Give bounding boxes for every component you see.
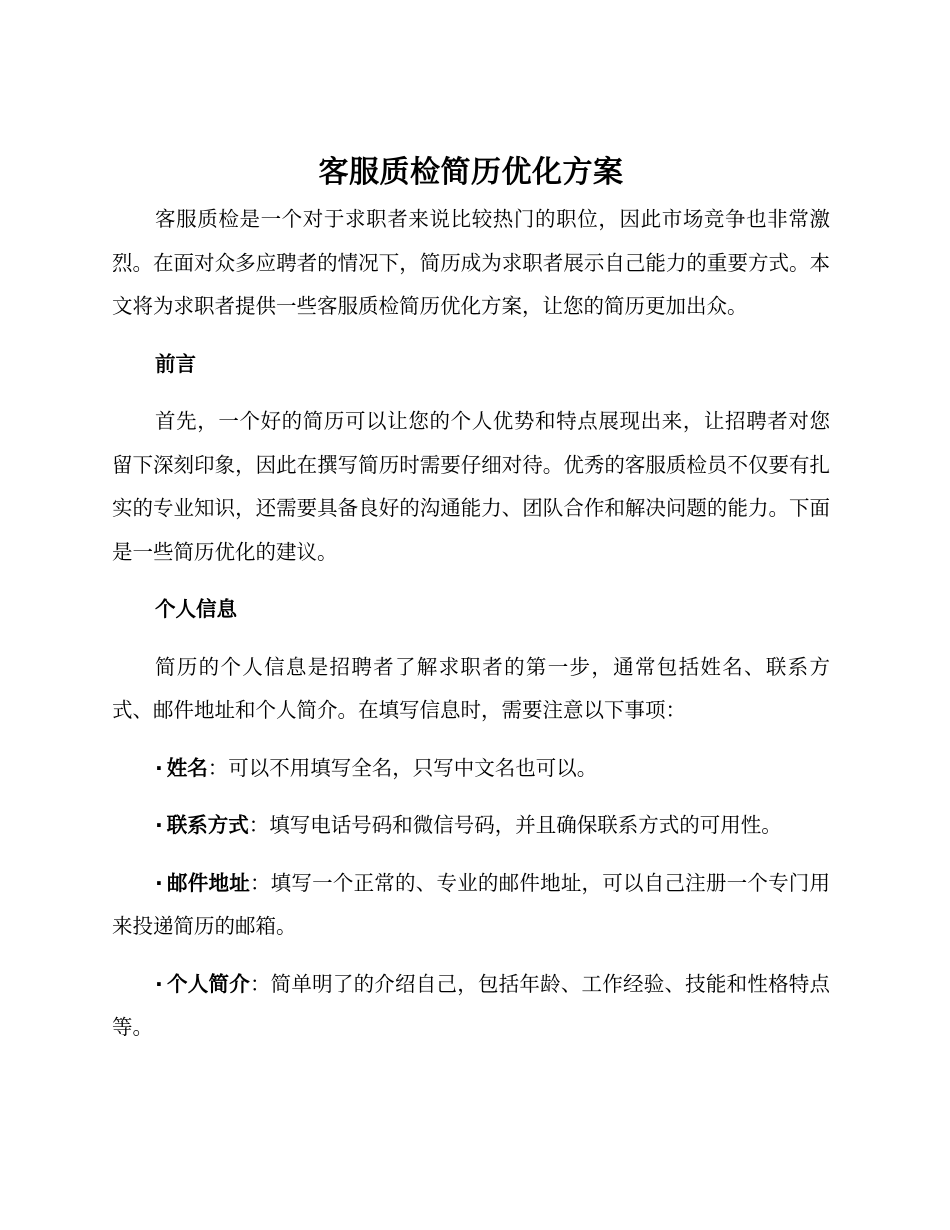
bullet-text: 填写一个正常的、专业的邮件地址，可以自己注册一个专门用来投递简历的邮箱。: [112, 870, 831, 938]
section-heading-personal-info: 个人信息: [155, 597, 237, 621]
preface-paragraph: 首先，一个好的简历可以让您的个人优势和特点展现出来，让招聘者对您留下深刻印象，因此在撰写简历时需要仔细对待。优秀的客服质检员不仅要有扎实的专业知识，还需要具备良好的沟通能力、团队合作和解决问题的能力。下面是一些简历优化的建议。: [112, 409, 830, 564]
bullet-dot-icon: ·: [155, 813, 163, 837]
bullet-text: 可以不用填写全名，只写中文名也可以。: [228, 755, 598, 780]
bullet-label: 姓名: [166, 755, 208, 780]
bullet-item-email: [112, 862, 830, 949]
bullet-separator: ：: [249, 870, 271, 895]
document-title: 客服质检简历优化方案: [318, 155, 624, 190]
bullet-text: 简单明了的介绍自己，包括年龄、工作经验、技能和性格特点等。: [112, 971, 831, 1039]
section-heading-preface: 前言: [155, 351, 196, 376]
document-page: [112, 148, 830, 1064]
bullet-item-profile: [112, 963, 830, 1050]
bullet-dot-icon: ·: [155, 870, 163, 895]
personal-info-paragraph: 简历的个人信息是招聘者了解求职者的第一步，通常包括姓名、联系方式、邮件地址和个人简介。在填写信息时，需要注意以下事项：: [112, 654, 830, 722]
bullet-dot-icon: ·: [155, 971, 163, 996]
bullet-separator: ：: [207, 755, 229, 780]
bullet-item-contact: [112, 804, 830, 848]
bullet-text: 填写电话号码和微信号码，并且确保联系方式的可用性。: [269, 813, 782, 837]
bullet-separator: ：: [248, 813, 270, 837]
bullet-label: 邮件地址: [166, 870, 250, 895]
intro-paragraph: 客服质检是一个对于求职者来说比较热门的职位，因此市场竞争也非常激烈。在面对众多应聘者的情况下，简历成为求职者展示自己能力的重要方式。本文将为求职者提供一些客服质检简历优化方案，让您的简历更加出众。: [112, 207, 830, 318]
bullet-dot-icon: ·: [155, 755, 163, 780]
bullet-label: 联系方式: [166, 813, 249, 837]
bullet-label: 个人简介: [166, 971, 250, 996]
bullet-item-name: [112, 747, 830, 791]
bullet-separator: ：: [249, 971, 271, 996]
